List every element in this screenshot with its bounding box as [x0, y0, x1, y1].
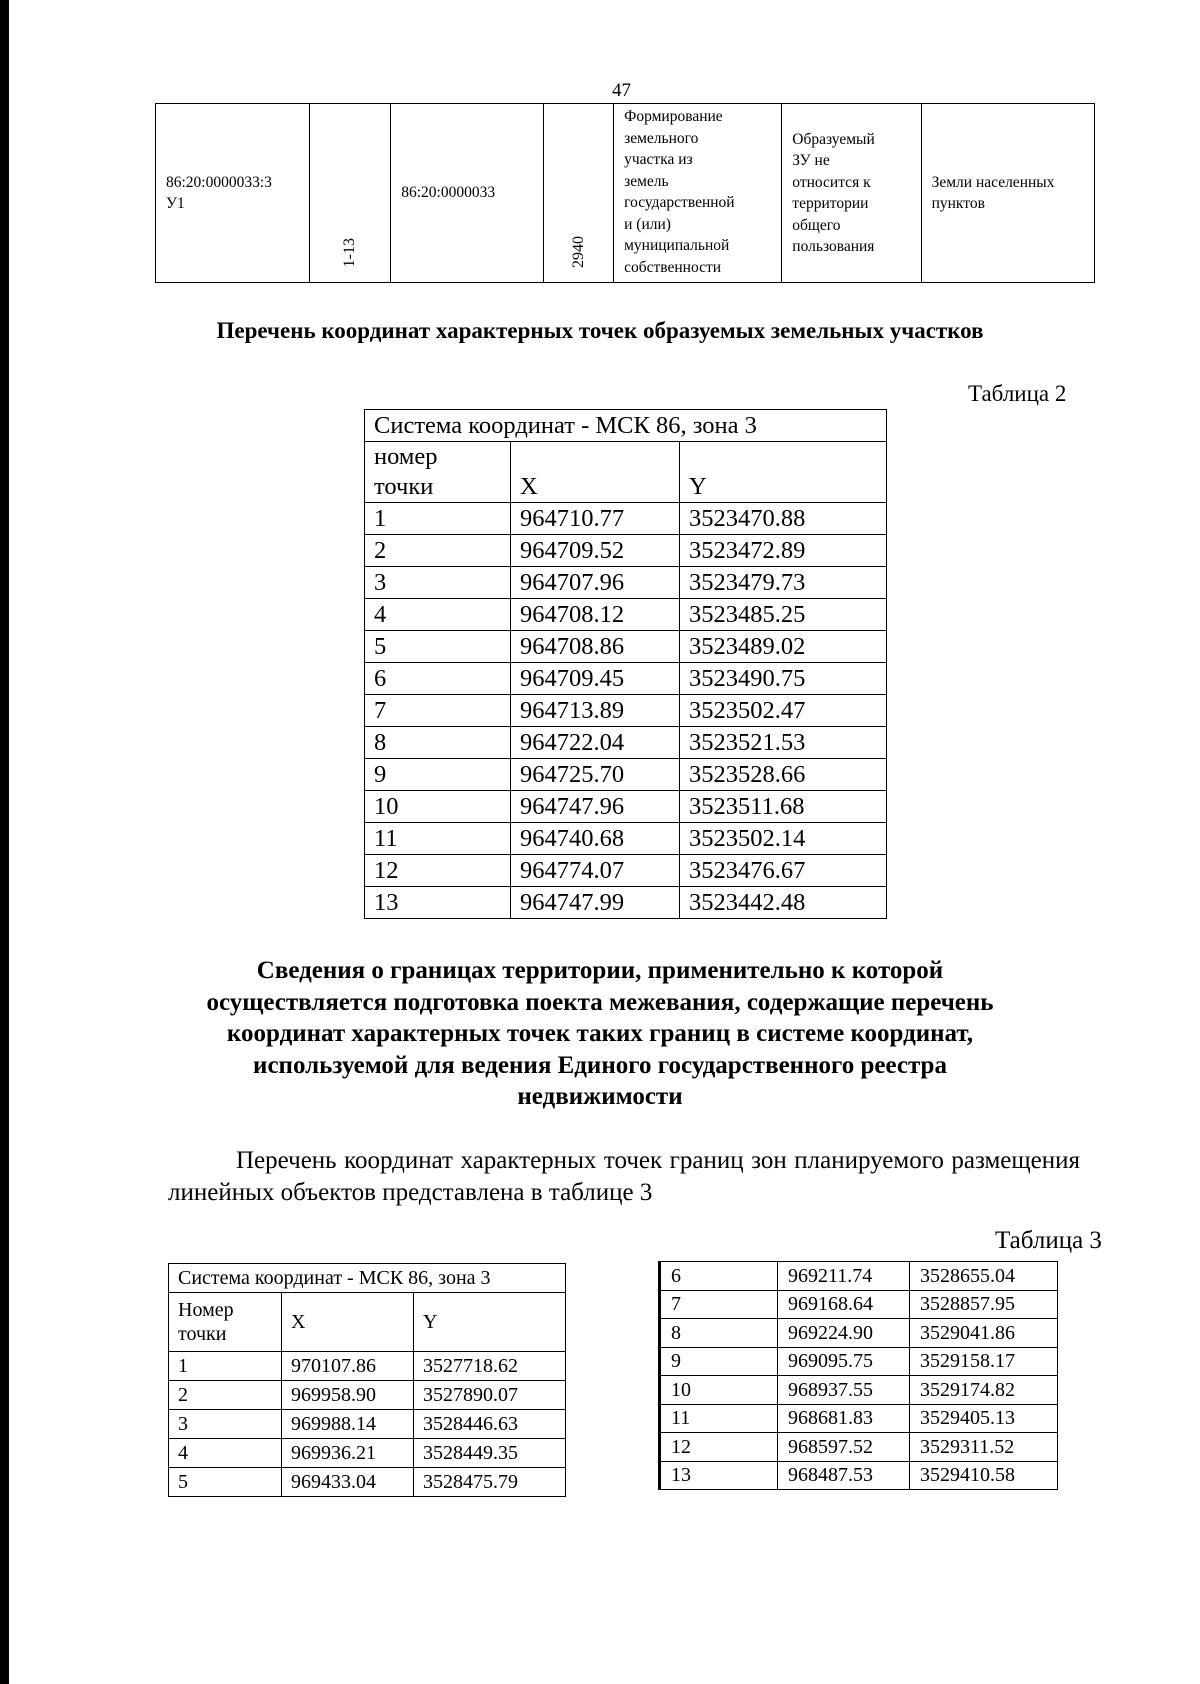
x-coordinate-cell: 964774.07: [511, 855, 680, 887]
section-heading-territory-boundaries: Сведения о границах территории, применительно к которой осуществляется подготовка поекта межевания, содержащие перечень координат характерных точек таких границ в системе координат, используемой для ведения Единого государственного реестра недвижимости: [206, 957, 994, 1110]
point-number-cell: 10: [365, 791, 511, 823]
point-number-cell: 5: [365, 631, 511, 663]
col-x: X: [511, 442, 680, 503]
table-row: [660, 1461, 1058, 1490]
y-coordinate-cell: 3523472.89: [680, 535, 887, 567]
table-row: [169, 1439, 566, 1468]
table3-title: Система координат - МСК 86, зона 3: [169, 1264, 566, 1293]
x-coordinate-cell: 964740.68: [511, 823, 680, 855]
x-coordinate-cell: 969224.90: [778, 1319, 910, 1348]
x-coordinate-cell: 964747.96: [511, 791, 680, 823]
y-coordinate-cell: 3528475.79: [414, 1468, 566, 1497]
table-row: [365, 567, 887, 599]
point-number-cell: 3: [365, 567, 511, 599]
table-row: [365, 727, 887, 759]
territory-status-cell: Образуемый ЗУ не относится к территории общего пользования: [782, 104, 921, 283]
y-coordinate-cell: 3527890.07: [414, 1381, 566, 1410]
x-coordinate-cell: 969988.14: [282, 1410, 414, 1439]
x-coordinate-cell: 964713.89: [511, 695, 680, 727]
table-row: [365, 887, 887, 919]
col-y: Y: [680, 442, 887, 503]
point-number-cell: 12: [660, 1433, 778, 1462]
point-number-cell: 4: [169, 1439, 282, 1468]
y-coordinate-cell: 3523479.73: [680, 567, 887, 599]
y-coordinate-cell: 3529410.58: [910, 1461, 1058, 1490]
x-coordinate-cell: 964709.45: [511, 663, 680, 695]
formation-method-cell: Формирование земельного участка из земель государственной и (или) муниципальной собственности: [614, 104, 782, 283]
point-number-cell: 5: [169, 1468, 282, 1497]
x-coordinate-cell: 968937.55: [778, 1376, 910, 1405]
block-number-cell: 86:20:0000033: [391, 104, 544, 283]
body-paragraph: Перечень координат характерных точек границ зон планируемого размещения линейных объектов представлена в таблице 3: [168, 1147, 1080, 1206]
y-coordinate-cell: 3529405.13: [910, 1404, 1058, 1433]
cadastral-number-cell: 86:20:0000033:3 У1: [156, 104, 310, 283]
y-coordinate-cell: 3529174.82: [910, 1376, 1058, 1405]
point-number-cell: 6: [365, 663, 511, 695]
table-row: [365, 759, 887, 791]
area-cell: 2940: [543, 104, 613, 283]
table-row: [365, 503, 887, 535]
y-coordinate-cell: 3523485.25: [680, 599, 887, 631]
point-number-cell: 1: [365, 503, 511, 535]
point-number-cell: 10: [660, 1376, 778, 1405]
point-number-cell: 13: [365, 887, 511, 919]
point-number-cell: 3: [169, 1410, 282, 1439]
table2-title: Система координат - МСК 86, зона 3: [365, 410, 887, 442]
y-coordinate-cell: 3528655.04: [910, 1262, 1058, 1291]
point-number-cell: 7: [660, 1290, 778, 1319]
y-coordinate-cell: 3528446.63: [414, 1410, 566, 1439]
x-coordinate-cell: 964722.04: [511, 727, 680, 759]
x-coordinate-cell: 969211.74: [778, 1262, 910, 1291]
y-coordinate-cell: 3523521.53: [680, 727, 887, 759]
col-point-number: Номер точки: [169, 1293, 282, 1352]
point-number-cell: 12: [365, 855, 511, 887]
x-coordinate-cell: 969168.64: [778, 1290, 910, 1319]
table-row: [365, 695, 887, 727]
y-coordinate-cell: 3523442.48: [680, 887, 887, 919]
point-number-cell: 6: [660, 1262, 778, 1291]
point-number-cell: 13: [660, 1461, 778, 1490]
point-number-cell: 2: [365, 535, 511, 567]
page-number: 47: [612, 80, 631, 101]
x-coordinate-cell: 969095.75: [778, 1347, 910, 1376]
coordinates-table-3-left: [168, 1263, 566, 1497]
x-coordinate-cell: 970107.86: [282, 1352, 414, 1381]
point-number-cell: 4: [365, 599, 511, 631]
point-number-cell: 8: [660, 1319, 778, 1348]
point-number-cell: 9: [365, 759, 511, 791]
table2-caption: Таблица 2: [968, 381, 1067, 406]
table-row: [660, 1433, 1058, 1462]
table-row: [660, 1290, 1058, 1319]
table-row: [365, 599, 887, 631]
table-row: [169, 1468, 566, 1497]
x-coordinate-cell: 969433.04: [282, 1468, 414, 1497]
section-heading-coordinates: Перечень координат характерных точек образуемых земельных участков: [216, 318, 984, 343]
table-row: [365, 631, 887, 663]
table-row: [660, 1319, 1058, 1348]
y-coordinate-cell: 3523502.47: [680, 695, 887, 727]
y-coordinate-cell: 3529311.52: [910, 1433, 1058, 1462]
land-plot-table: [155, 103, 1095, 283]
table-row: [660, 1262, 1058, 1291]
x-coordinate-cell: 968487.53: [778, 1461, 910, 1490]
y-coordinate-cell: 3523476.67: [680, 855, 887, 887]
scan-edge: [0, 0, 9, 1684]
table-row: [660, 1347, 1058, 1376]
point-number-cell: 7: [365, 695, 511, 727]
y-coordinate-cell: 3527718.62: [414, 1352, 566, 1381]
x-coordinate-cell: 968597.52: [778, 1433, 910, 1462]
coordinates-table-2: [364, 409, 887, 919]
table-row: [169, 1352, 566, 1381]
table3-caption: Таблица 3: [995, 1227, 1102, 1254]
table-row: [365, 823, 887, 855]
y-coordinate-cell: 3523489.02: [680, 631, 887, 663]
table-row: [365, 663, 887, 695]
col-y: Y: [414, 1293, 566, 1352]
point-number-cell: 8: [365, 727, 511, 759]
y-coordinate-cell: 3529158.17: [910, 1347, 1058, 1376]
x-coordinate-cell: 968681.83: [778, 1404, 910, 1433]
y-coordinate-cell: 3529041.86: [910, 1319, 1058, 1348]
y-coordinate-cell: 3523470.88: [680, 503, 887, 535]
land-category-cell: Земли населенных пунктов: [921, 104, 1094, 283]
table-row: [365, 791, 887, 823]
table-row: [365, 535, 887, 567]
point-number-cell: 9: [660, 1347, 778, 1376]
coordinates-table-3-right: [658, 1261, 1058, 1490]
x-coordinate-cell: 964709.52: [511, 535, 680, 567]
table-row: [660, 1404, 1058, 1433]
table-row: [660, 1376, 1058, 1405]
x-coordinate-cell: 969958.90: [282, 1381, 414, 1410]
x-coordinate-cell: 964707.96: [511, 567, 680, 599]
table-row: [169, 1381, 566, 1410]
x-coordinate-cell: 964708.86: [511, 631, 680, 663]
x-coordinate-cell: 964708.12: [511, 599, 680, 631]
y-coordinate-cell: 3528857.95: [910, 1290, 1058, 1319]
y-coordinate-cell: 3528449.35: [414, 1439, 566, 1468]
col-point-number: номер точки: [365, 442, 511, 503]
x-coordinate-cell: 964725.70: [511, 759, 680, 791]
table-row: [365, 855, 887, 887]
table-row: [169, 1410, 566, 1439]
point-number-cell: 1: [169, 1352, 282, 1381]
y-coordinate-cell: 3523528.66: [680, 759, 887, 791]
x-coordinate-cell: 969936.21: [282, 1439, 414, 1468]
x-coordinate-cell: 964747.99: [511, 887, 680, 919]
point-number-cell: 11: [365, 823, 511, 855]
points-range-cell: 1-13: [309, 104, 391, 283]
y-coordinate-cell: 3523502.14: [680, 823, 887, 855]
y-coordinate-cell: 3523490.75: [680, 663, 887, 695]
point-number-cell: 2: [169, 1381, 282, 1410]
col-x: X: [282, 1293, 414, 1352]
y-coordinate-cell: 3523511.68: [680, 791, 887, 823]
x-coordinate-cell: 964710.77: [511, 503, 680, 535]
point-number-cell: 11: [660, 1404, 778, 1433]
